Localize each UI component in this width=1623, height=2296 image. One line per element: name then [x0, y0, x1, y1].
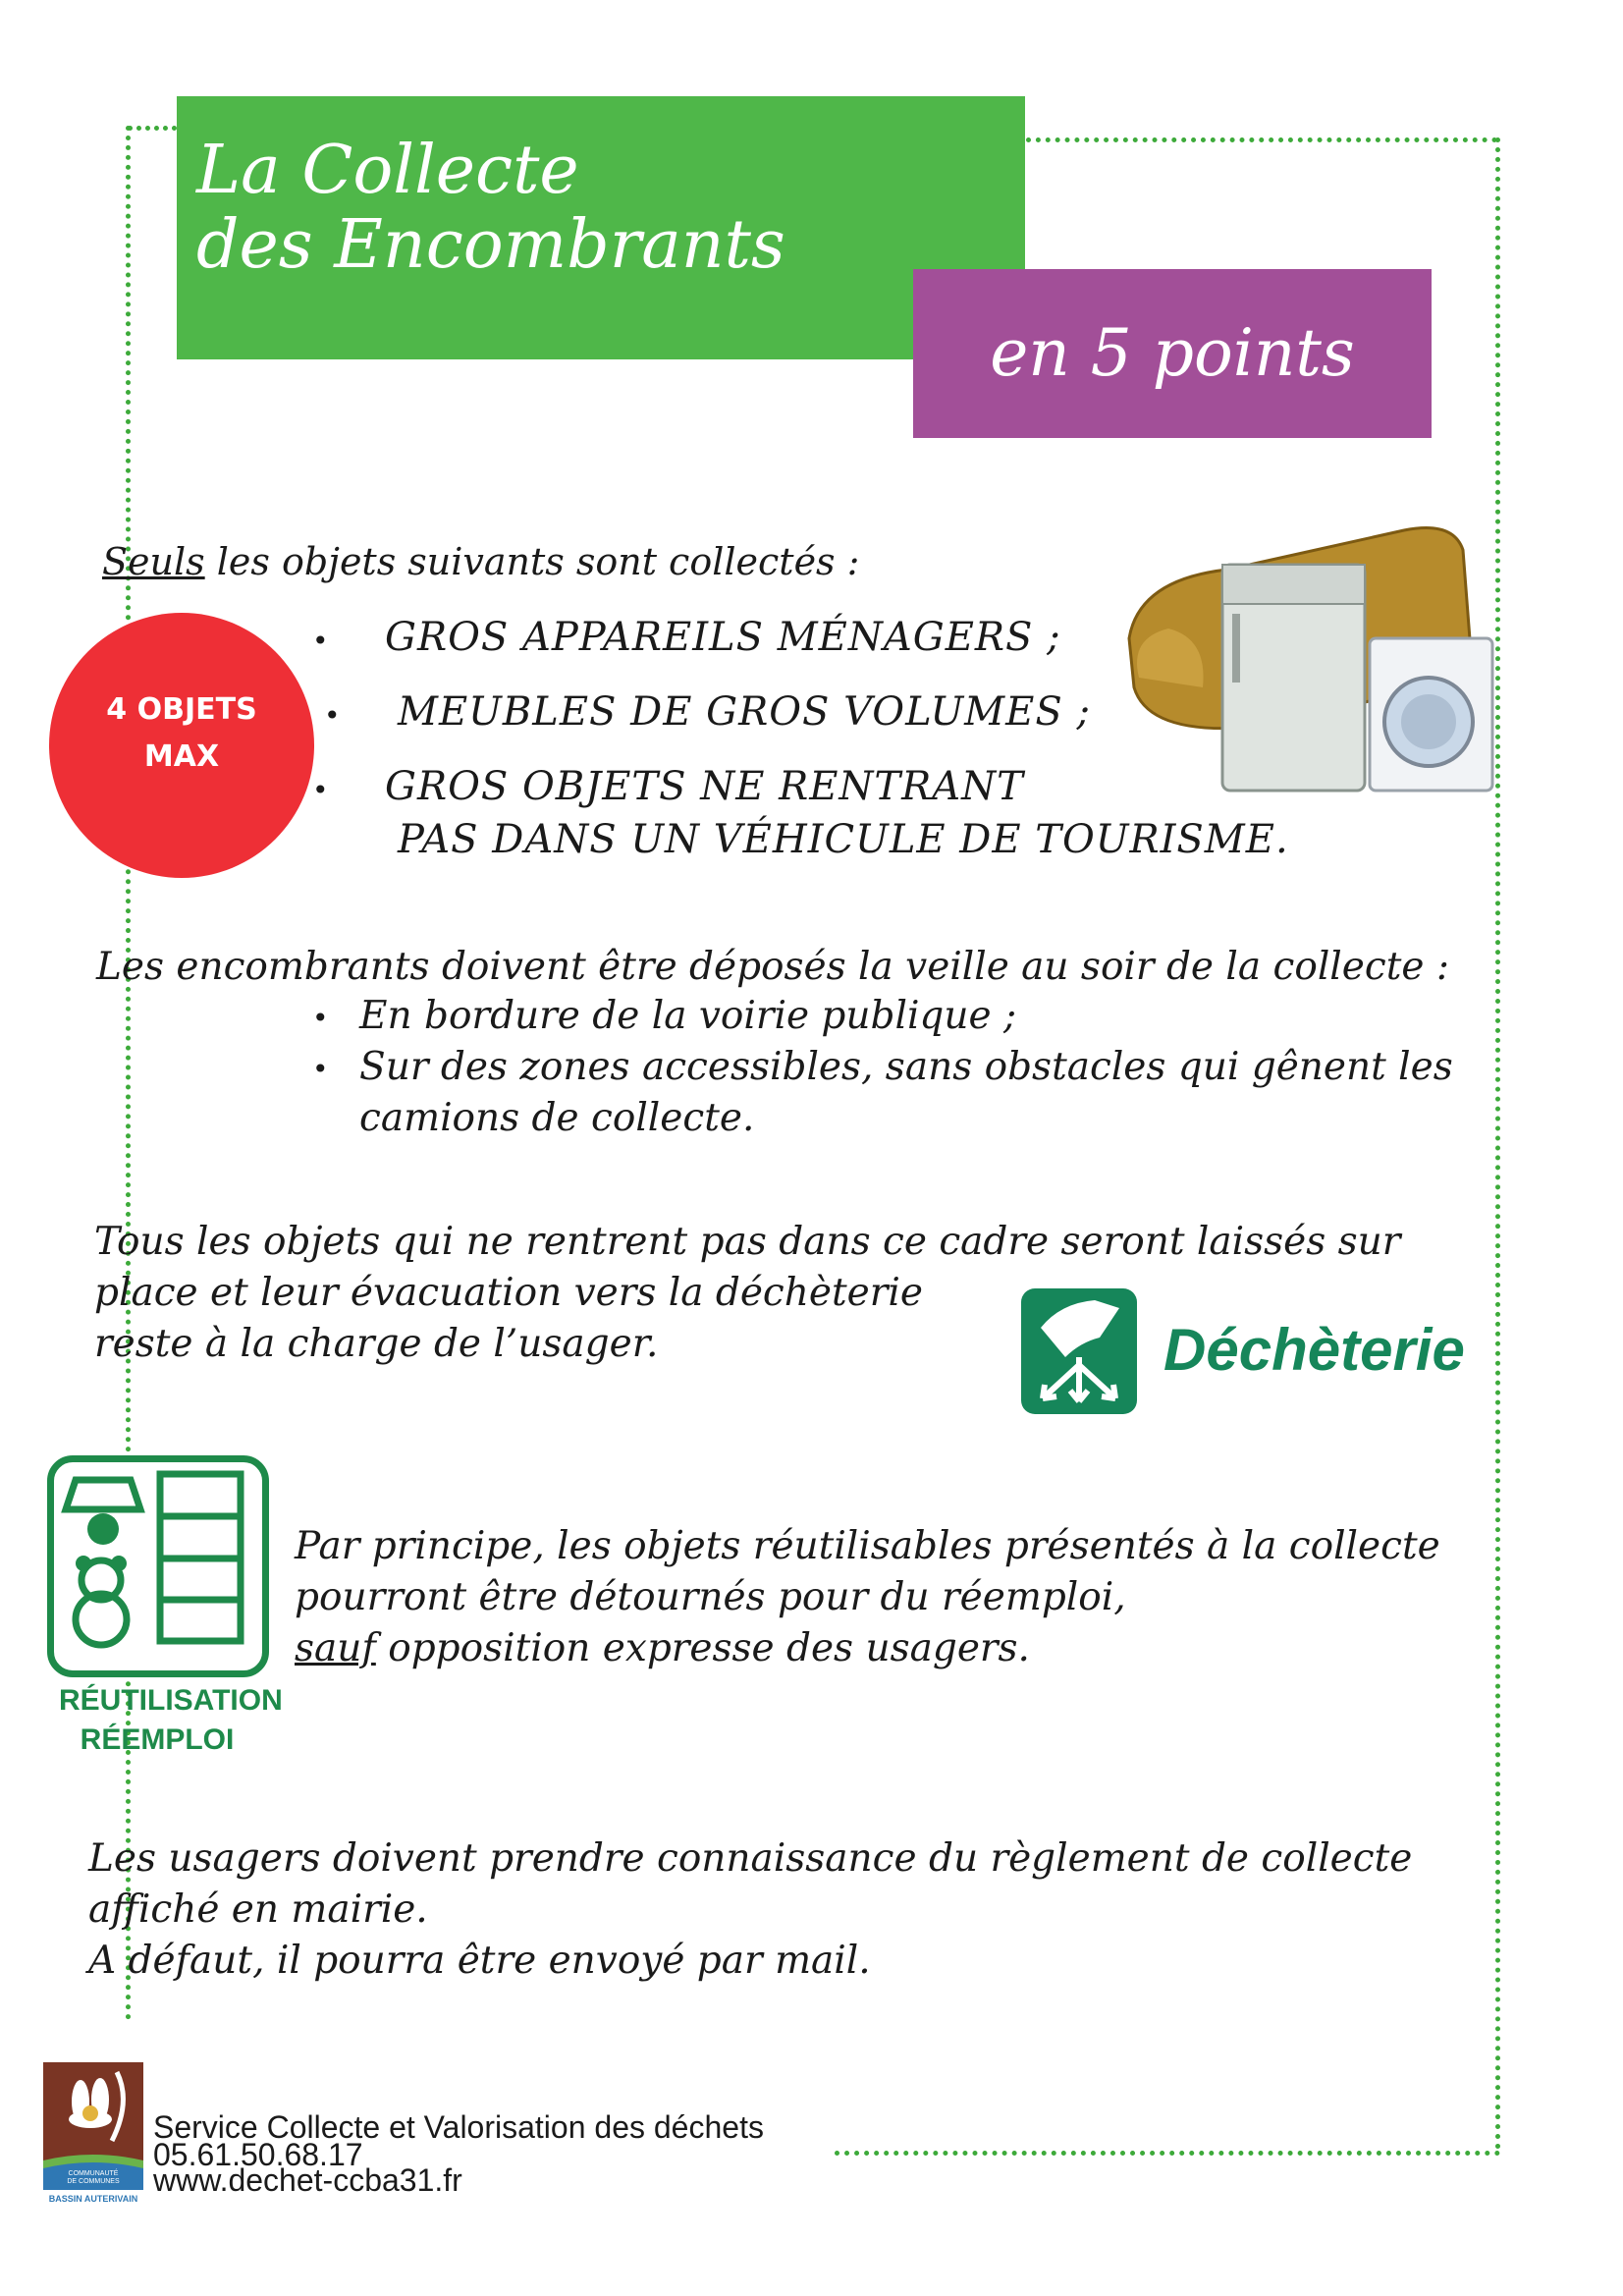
- section4-line-1: Par principe, les objets réutilisables présentés à la collecte: [295, 1524, 1440, 1568]
- dechetterie-hand-arrows-icon: [1021, 1288, 1137, 1414]
- section5-line-1: Les usagers doivent prendre connaissance du règlement de collecte: [88, 1836, 1413, 1881]
- frame-top-right: [1026, 137, 1497, 142]
- frame-bottom: [835, 2151, 1500, 2156]
- section3-line-1: Tous les objets qui ne rentrent pas dans ce cadre seront laissés sur: [94, 1220, 1401, 1264]
- frame-top-left: [128, 126, 177, 131]
- section4-line-2: pourront être détournés pour du réemploi,: [295, 1575, 1126, 1619]
- furniture-appliances-illustration: [1109, 491, 1502, 805]
- section5-line-3: A défaut, il pourra être envoyé par mail.: [88, 1939, 871, 1983]
- title-line-1: La Collecte: [196, 132, 579, 209]
- footer-phone: 05.61.50.68.17: [153, 2137, 363, 2172]
- logo-caption-3: BASSIN AUTERIVAIN: [48, 2194, 138, 2204]
- footer-website[interactable]: www.dechet-ccba31.fr: [153, 2162, 462, 2198]
- bullet-dot: •: [312, 625, 329, 657]
- section4-rest: opposition expresse des usagers.: [375, 1626, 1030, 1670]
- section2-item-1: En bordure de la voirie publique ;: [359, 994, 1017, 1038]
- ccba-flower-logo: [43, 2062, 143, 2217]
- title-box: [177, 96, 1025, 359]
- badge-line-1: 4 OBJETS: [106, 692, 257, 727]
- title-line-2: des Encombrants: [196, 206, 785, 284]
- lamp-shelf-teddy-icon: [47, 1455, 269, 1677]
- section5-line-2: affiché en mairie.: [88, 1887, 428, 1932]
- reuse-label-1: RÉUTILISATION: [59, 1684, 283, 1717]
- intro-rest: les objets suivants sont collectés :: [204, 540, 860, 583]
- bullet-dot: •: [312, 1002, 329, 1034]
- bullet-dot: •: [312, 774, 329, 806]
- footer-service: Service Collecte et Valorisation des déchets: [153, 2109, 764, 2145]
- bullet-dot: •: [312, 1053, 329, 1085]
- frame-right: [1495, 137, 1500, 2151]
- logo-caption-2: DE COMMUNES: [67, 2178, 120, 2185]
- section2-item-2: Sur des zones accessibles, sans obstacles qui gênent les: [359, 1045, 1453, 1089]
- bullet-dot: •: [324, 699, 341, 732]
- dechetterie-logo-text: Déchèterie: [1163, 1317, 1465, 1383]
- item-furniture: MEUBLES DE GROS VOLUMES ;: [398, 689, 1091, 735]
- badge-line-2: MAX: [143, 739, 220, 774]
- item-large-objects-cont: PAS DANS UN VÉHICULE DE TOURISME.: [398, 817, 1289, 862]
- section4-line-3: [295, 1626, 1030, 1670]
- logo-caption-1: COMMUNAUTÉ: [68, 2170, 119, 2177]
- intro-underlined: Seuls: [102, 540, 205, 583]
- item-appliances: GROS APPAREILS MÉNAGERS ;: [385, 615, 1061, 660]
- max-objects-badge: [49, 613, 314, 878]
- section3-line-2: place et leur évacuation vers la déchèterie: [94, 1271, 923, 1315]
- section1-intro: [102, 540, 859, 583]
- section4-underlined: sauf: [295, 1626, 376, 1670]
- subtitle-box: en 5 points: [913, 269, 1432, 438]
- section2-lead: Les encombrants doivent être déposés la veille au soir de la collecte :: [96, 945, 1449, 989]
- reuse-label-2: RÉEMPLOI: [80, 1723, 235, 1756]
- item-large-objects: GROS OBJETS NE RENTRANT: [385, 764, 1024, 809]
- section3-line-3: reste à la charge de l’usager.: [94, 1322, 659, 1366]
- section2-item-2-cont: camions de collecte.: [359, 1096, 755, 1140]
